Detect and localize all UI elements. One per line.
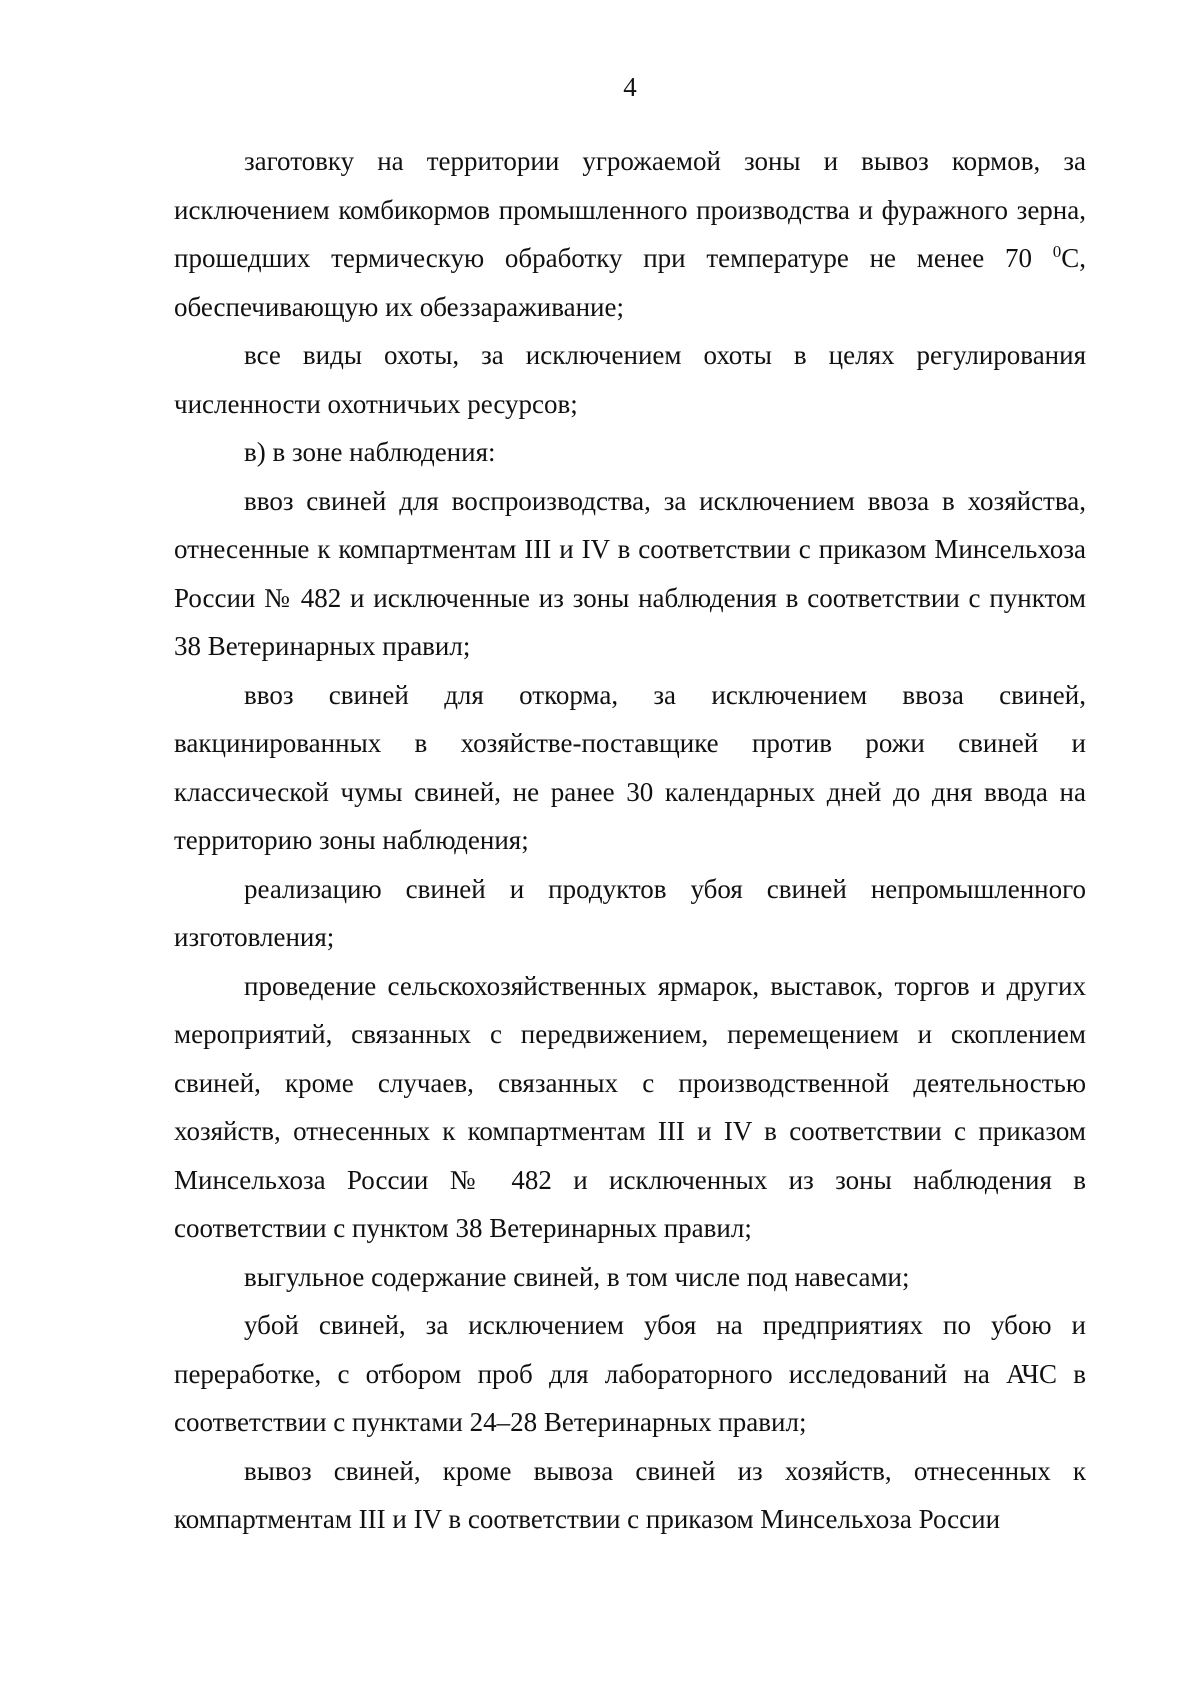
temperature-value: 70 bbox=[1005, 243, 1032, 273]
document-body bbox=[174, 137, 1086, 1544]
paragraph-sale-of-pigs: реализацию свиней и продуктов убоя свиней непромышленного изготовления; bbox=[174, 873, 1086, 952]
paragraph-observation-zone-heading: в) в зоне наблюдения: bbox=[244, 437, 496, 467]
page-number: 4 bbox=[623, 72, 637, 102]
paragraph-export: вывоз свиней, кроме вывоза свиней из хозяйств, отнесенных к компартментам III и IV в соответствии с приказом Минсельхоза России bbox=[174, 1455, 1086, 1534]
paragraph-fattening-import: ввоз свиней для откорма, за исключением ввоза свиней, вакцинированных в хозяйстве-поставщике против рожи свиней и классической чумы свиней, не ранее 30 календарных дней до дня ввода на территорию зоны наблюдения; bbox=[174, 679, 1086, 855]
paragraph-hunting: все виды охоты, за исключением охоты в целях регулирования численности охотничьих ресурсов; bbox=[174, 340, 1086, 419]
paragraph-fairs-exhibitions: проведение сельскохозяйственных ярмарок, выставок, торгов и других мероприятий, связанных с передвижением, перемещением и скоплением свиней, кроме случаев, связанных с производственной деятельностью хозяйств, отнесенных к компартментам III и IV в соответствии с приказом Минсельхоза России № 482 и исключенных из зоны наблюдения в соответствии с пунктом 38 Ветеринарных правил; bbox=[174, 970, 1086, 1243]
paragraph-text: заготовку на территории угрожаемой зоны и вывоз кормов, за исключением комбикормов промышленного производства и фуражного зерна, прошедших термическую обработку при температуре не менее bbox=[174, 146, 1086, 273]
paragraph-breeding-import: ввоз свиней для воспроизводства, за исключением ввоза в хозяйства, отнесенные к компартментам III и IV в соответствии с приказом Минсельхоза России № 482 и исключенные из зоны наблюдения в соответствии с пунктом 38 Ветеринарных правил; bbox=[174, 485, 1086, 661]
paragraph-slaughter: убой свиней, за исключением убоя на предприятиях по убою и переработке, с отбором проб для лабораторного исследований на АЧС в соответствии с пунктами 24–28 Ветеринарных правил; bbox=[174, 1310, 1086, 1437]
paragraph-feed-harvesting bbox=[174, 137, 1086, 331]
temperature-unit: С, bbox=[1061, 243, 1086, 273]
degree-mark: 0 bbox=[1052, 242, 1062, 261]
paragraph-text-continued: обеспечивающую их обеззараживание; bbox=[174, 291, 624, 322]
paragraph-outdoor-keeping: выгульное содержание свиней, в том числе под навесами; bbox=[244, 1261, 910, 1292]
